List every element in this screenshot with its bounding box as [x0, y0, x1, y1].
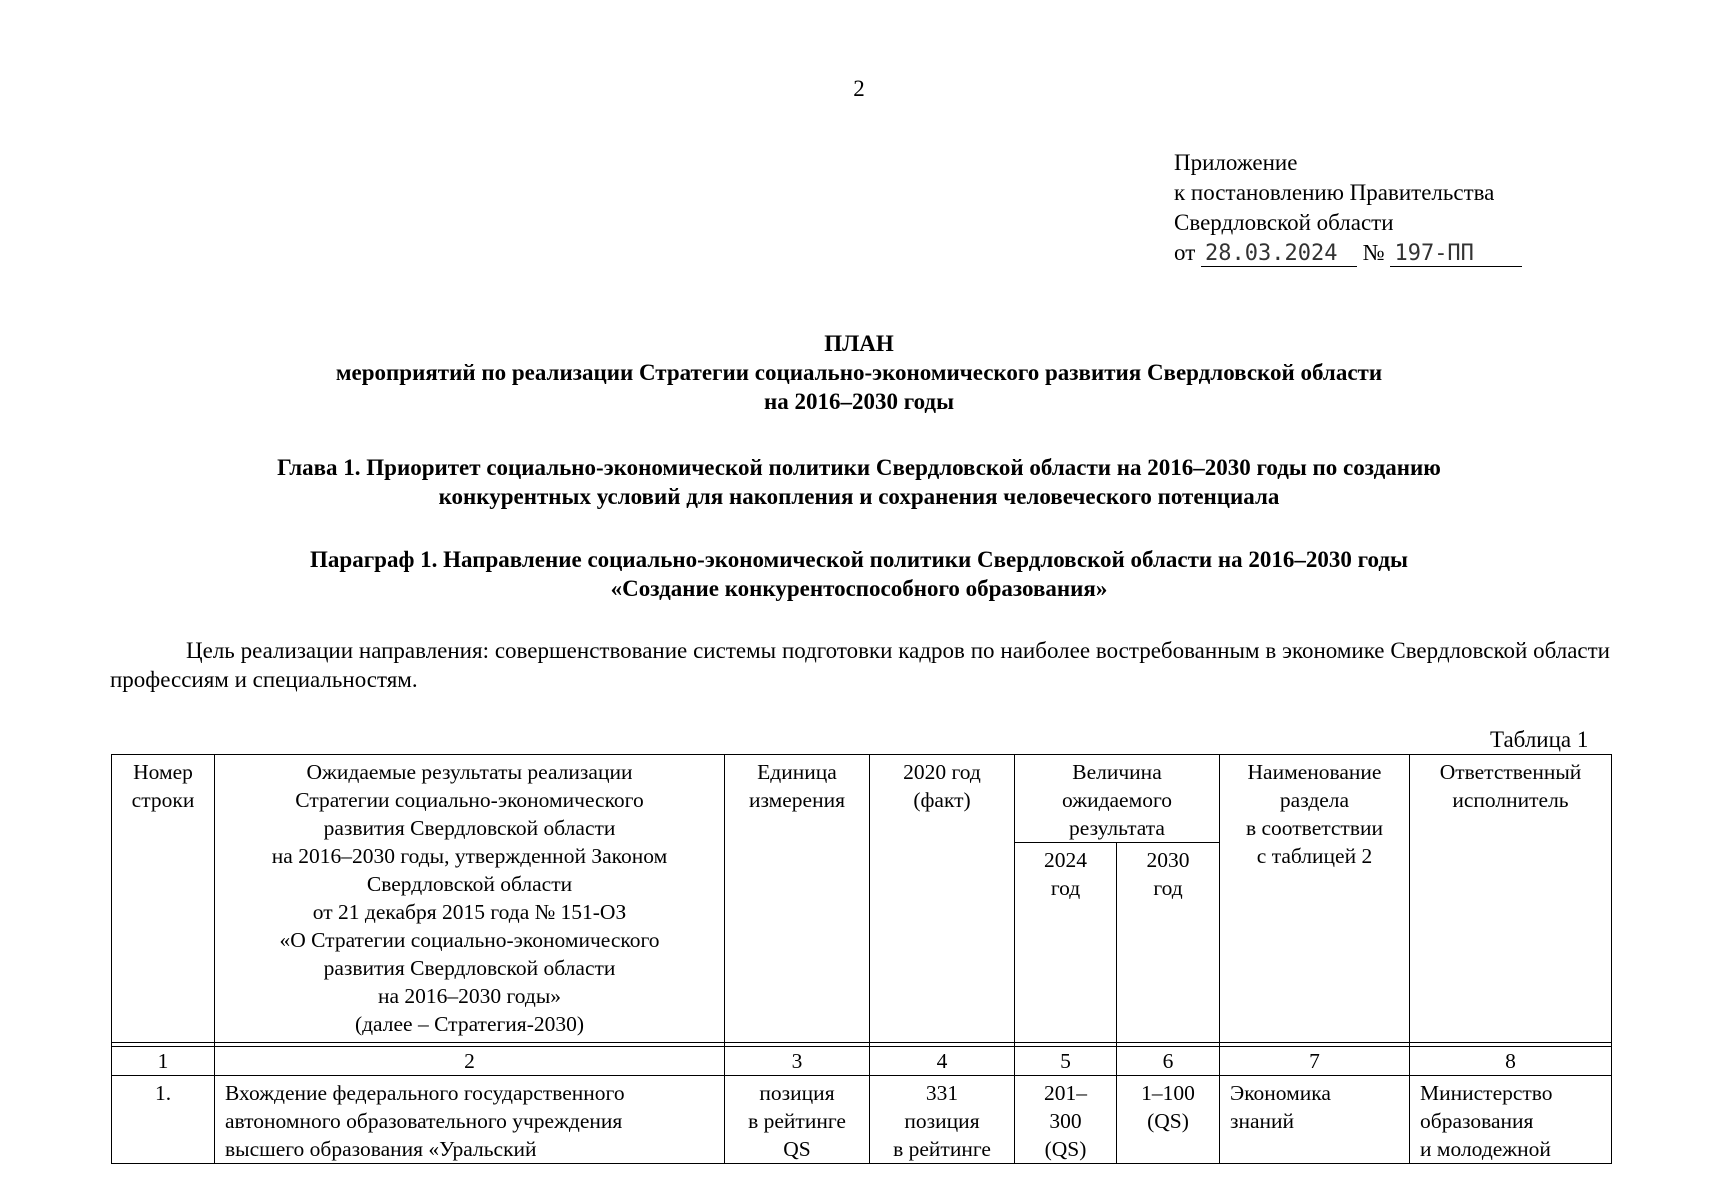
header-expected-results: Ожидаемые результаты реализации Стратегии социально-экономического развития Свердловской области на 2016–2030 годы, утвержденной Законом Свердловской области от 21 декабря 2015 года № 151-ОЗ «О Стратегии социально-экономического развития Свердловской области на 2016–2030 годы» (далее – Стратегия-2030) — [215, 755, 725, 1043]
plan-subtitle-line-1: мероприятий по реализации Стратегии социально-экономического развития Свердловской области — [335, 360, 1383, 385]
table-row — [112, 1076, 1612, 1164]
column-number: 3 — [725, 1047, 870, 1076]
chapter-line-2: конкурентных условий для накопления и сохранения человеческого потенциала — [438, 484, 1280, 509]
cell-row-number: 1. — [112, 1076, 215, 1164]
cell-year-2030: 1–100 (QS) — [1117, 1076, 1220, 1164]
header-fact-2020: 2020 год (факт) — [870, 755, 1015, 1043]
number-label: № — [1362, 240, 1385, 265]
goal-paragraph — [110, 636, 1610, 694]
from-label: от — [1174, 240, 1196, 265]
column-number: 2 — [215, 1047, 725, 1076]
plan-title: ПЛАН — [824, 331, 894, 356]
header-row-number: Номер строки — [112, 755, 215, 1043]
header-section-name: Наименование раздела в соответствии с таблицей 2 — [1220, 755, 1410, 1043]
paragraph-heading — [150, 545, 1568, 603]
header-year-2030: 2030 год — [1117, 843, 1220, 1043]
column-number: 8 — [1410, 1047, 1612, 1076]
cell-expected-result: Вхождение федерального государственного автономного образовательного учреждения высшего образования «Уральский — [215, 1076, 725, 1164]
paragraph-line-2: «Создание конкурентоспособного образования» — [610, 576, 1108, 601]
column-number: 4 — [870, 1047, 1015, 1076]
resolution-number: 197-ПП — [1390, 242, 1522, 267]
column-number: 6 — [1117, 1047, 1220, 1076]
chapter-heading — [150, 453, 1568, 511]
plan-subtitle-line-2: на 2016–2030 годы — [763, 389, 955, 414]
column-number: 1 — [112, 1047, 215, 1076]
header-responsible: Ответственный исполнитель — [1410, 755, 1612, 1043]
chapter-line-1: Глава 1. Приоритет социально-экономической политики Свердловской области на 2016–2030 годы по созданию — [277, 455, 1441, 480]
appendix-block — [1174, 148, 1522, 268]
plan-heading — [150, 329, 1568, 416]
cell-fact-2020: 331 позиция в рейтинге — [870, 1076, 1015, 1164]
cell-unit: позиция в рейтинге QS — [725, 1076, 870, 1164]
header-unit: Единица измерения — [725, 755, 870, 1043]
appendix-line-3: Свердловской области — [1174, 210, 1394, 235]
appendix-date-line — [1174, 238, 1522, 268]
column-number-row — [112, 1047, 1612, 1076]
column-number: 7 — [1220, 1047, 1410, 1076]
cell-section: Экономика знаний — [1220, 1076, 1410, 1164]
resolution-date: 28.03.2024 — [1201, 242, 1357, 267]
appendix-line-1: Приложение — [1174, 150, 1298, 175]
table-label: Таблица 1 — [1490, 727, 1589, 752]
page-number: 2 — [853, 76, 865, 101]
plan-table — [111, 754, 1611, 1164]
column-number: 5 — [1015, 1047, 1117, 1076]
goal-text: Цель реализации направления: совершенствование системы подготовки кадров по наиболее востребованным в экономике Свердловской области профессиям и специальностям. — [110, 638, 1610, 692]
cell-year-2024: 201– 300 (QS) — [1015, 1076, 1117, 1164]
appendix-line-2: к постановлению Правительства — [1174, 180, 1495, 205]
header-year-2024: 2024 год — [1015, 843, 1117, 1043]
header-expected-value: Величина ожидаемого результата — [1015, 755, 1220, 843]
cell-responsible: Министерство образования и молодежной — [1410, 1076, 1612, 1164]
table-header-row — [112, 755, 1612, 843]
paragraph-line-1: Параграф 1. Направление социально-экономической политики Свердловской области на 2016–2030 годы — [310, 547, 1408, 572]
